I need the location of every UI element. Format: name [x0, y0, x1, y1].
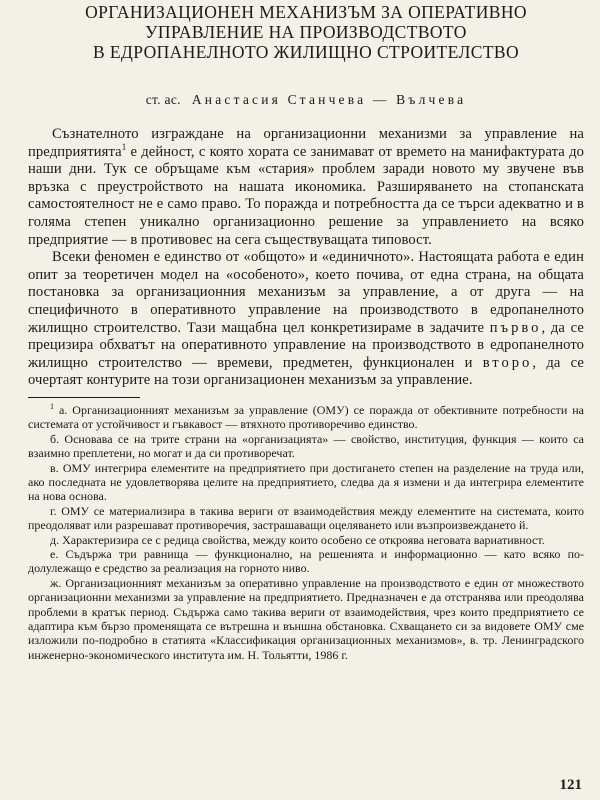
document-page: [28, 2, 584, 662]
footnote-item: $^1$ а. Организационният механизъм за управление (ОМУ) се поражда от обективните потребности на системата от устойчивост и гъвкавост — втяхното противоречиво единство.: [28, 401, 585, 432]
title-line: В ЕДРОПАНЕЛНОТО ЖИЛИЩНО СТРОИТЕЛСТВО: [92, 42, 520, 62]
page-number: 121: [559, 777, 582, 793]
title-line: ОРГАНИЗАЦИОНЕН МЕХАНИЗЪМ ЗА ОПЕРАТИВНО: [85, 2, 527, 22]
footnote-marker: 1: [121, 141, 127, 152]
footnote-item: е. Съдържа три равнища — функционално, на решенията и информационно — като всяко по-долулежащо е средство за реализация на горното ниво.: [28, 546, 584, 576]
author-prefix: ст. ас.: [145, 92, 181, 107]
article-title: [28, 2, 584, 62]
author-name: Анастасия Станчева — Вълчева: [191, 92, 467, 107]
footnote-item: ж. Организационният механизъм за оперативно управление на производството е един от множеството организационни механизми за управление на предприятието. Предназначен е да отстранява или преодолява проблеми в кратък период. Съдържа само такива вериги от взаимодействия, чрез които предприятието се адаптира към бързо променящата се вътрешна и външна обстановка. Схващането си за видовете ОМУ сме изложили по-подробно в статията «Классификация организационных механизмов», в. тр. Ленинградского инженерно-экономического института им. Н. Тольятти, 1986 г.: [28, 575, 584, 662]
footnote-item: в. ОМУ интегрира елементите на предприятието при достигането степен на разделение на труда или, ако последната не удовлетворява целите на предприятието, следва да я измени и да интегрира елементите на нова основа.: [28, 460, 584, 504]
footnote-item: д. Характеризира се с редица свойства, между които особено се откроява неговата вариативност.: [50, 532, 545, 547]
paragraph: Всеки феномен е единство от «общото» и «единичното». Настоящата работа е един опит за теоретичен модел на «особеното», което почива, от една страна, на общата постановка за организационния механизъм за управление, а от друга — на специфичното в оперативното управление на производството в едропанелното жилищно строителство. Тази мащабна цел конкретизираме в задачите първо, да се прецизира обхватът на оперативното управление на производството в едропанелното жилищно строителство — времеви, предметен, функционален и второ, да се очертаят контурите на този организационен механизъм за управление.: [28, 249, 584, 389]
footnote-item: г. ОМУ се материализира в такива вериги от взаимодействия между елементите на системата, които преодоляват или разрешават противоречия, застрашаващи оцеляването или възпроизвеждането й.: [28, 503, 584, 533]
title-line: УПРАВЛЕНИЕ НА ПРОИЗВОДСТВОТО: [145, 22, 467, 42]
footnote-number: 1: [50, 401, 54, 411]
footnote-divider: [28, 397, 140, 398]
emphasis-second: второ: [482, 354, 533, 371]
footnote-item: б. Основава се на трите страни на «организацията» — свойство, институция, функция — които са взаимно преплетени, но могат и да си противоречат.: [28, 431, 584, 461]
footnotes: [28, 403, 584, 662]
paragraph: Съзнателното изграждане на организационни механизми за управление на предприятията$^1$ е дейност, с която хората се занимават от времето на манифактурата до наши дни. Тук се обръщаме към «стария» проблем заради новото му звучене във връзка с преустройството на нашата икономика. Разширяването на стопанската самостоятелност не е само право. То поражда и потребността да се търси адекватно и в голяма степен уникално организационно решение за управлението на всяко предприятие — в противовес на сега съществуващата типовост.: [28, 126, 584, 248]
author-line: [28, 92, 584, 108]
emphasis-first: първо: [489, 319, 542, 336]
article-body: [28, 126, 584, 390]
